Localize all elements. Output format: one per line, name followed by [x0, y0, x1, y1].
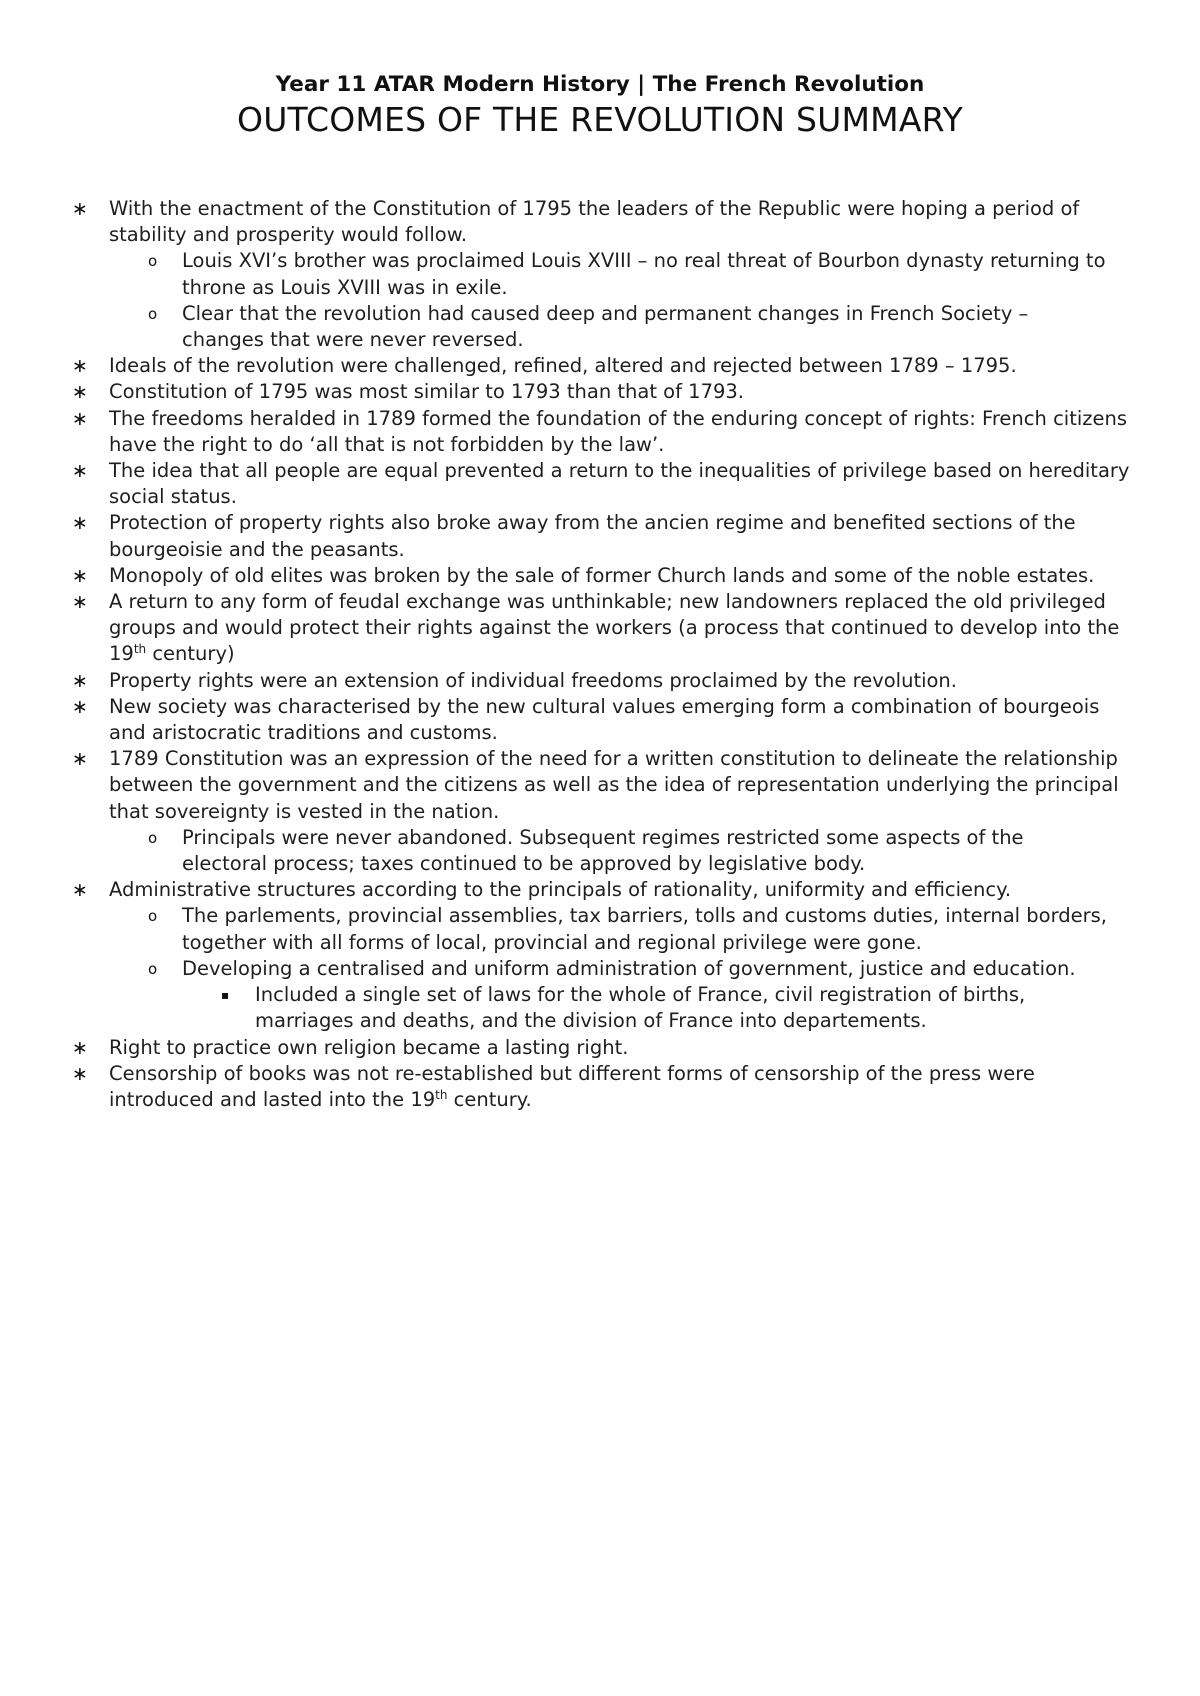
- list-item: [0, 877, 1131, 903]
- list-item-text: The parlements, provincial assemblies, tax barriers, tolls and customs duties, internal borders, together with all forms of local, provincial and regional privilege were gone.: [182, 904, 1107, 954]
- list-item-text: Censorship of books was not re-established but different forms of censorship of the press were introduced and lasted into the 19: [109, 1061, 1035, 1111]
- asterisk-bullet-icon: ∗: [72, 512, 88, 535]
- list-item-text: Right to practice own religion became a lasting right.: [109, 1035, 629, 1059]
- list-item-text: Included a single set of laws for the whole of France, civil registration of births, marriages and deaths, and the division of France into departements.: [255, 983, 1026, 1033]
- circle-o-bullet-icon: o: [148, 959, 158, 978]
- square-bullet-icon: ▪: [221, 988, 230, 1003]
- list-item-text: Administrative structures according to the principals of rationality, uniformity and efficiency.: [109, 878, 1012, 902]
- asterisk-bullet-icon: ∗: [72, 879, 88, 902]
- asterisk-bullet-icon: ∗: [72, 381, 88, 404]
- summary-list: [0, 196, 1200, 1113]
- asterisk-bullet-icon: ∗: [72, 669, 88, 692]
- document-subtitle: Year 11 ATAR Modern History | The French Revolution: [275, 72, 925, 97]
- asterisk-bullet-icon: ∗: [72, 1062, 88, 1085]
- list-item-text-tail: century.: [447, 1087, 532, 1111]
- asterisk-bullet-icon: ∗: [72, 748, 88, 771]
- list-item-text: Ideals of the revolution were challenged, refined, altered and rejected between 1789 – 1795.: [109, 354, 1017, 378]
- ordinal-superscript: th: [435, 1087, 448, 1102]
- list-item: [0, 196, 1131, 248]
- list-item-text: New society was characterised by the new cultural values emerging form a combination of bourgeois and aristocratic traditions and customs.: [109, 694, 1100, 745]
- list-item: [0, 1061, 1131, 1113]
- list-item-text: Property rights were an extension of individual freedoms proclaimed by the revolution.: [109, 668, 957, 692]
- list-item: [0, 903, 1112, 955]
- asterisk-bullet-icon: ∗: [72, 198, 88, 220]
- circle-o-bullet-icon: o: [148, 828, 158, 847]
- list-item-text: Developing a centralised and uniform administration of government, justice and education.: [182, 956, 1076, 980]
- asterisk-bullet-icon: ∗: [72, 355, 88, 378]
- list-item-text: Principals were never abandoned. Subsequent regimes restricted some aspects of the electoral process; taxes continued to be approved by legislative body.: [182, 825, 1024, 876]
- list-item: [0, 825, 1112, 877]
- list-item: [0, 694, 1131, 746]
- list-item: [0, 982, 1115, 1034]
- list-item-text: Louis XVI’s brother was proclaimed Louis XVIII – no real threat of Bourbon dynasty returning to throne as Louis XVIII was in exile.: [182, 249, 1106, 299]
- document-title: OUTCOMES OF THE REVOLUTION SUMMARY: [237, 100, 963, 139]
- list-item: [0, 458, 1131, 510]
- asterisk-bullet-icon: ∗: [72, 591, 88, 614]
- asterisk-bullet-icon: ∗: [72, 407, 88, 430]
- list-item-text: Clear that the revolution had caused deep and permanent changes in French Society – changes that were never reversed.: [182, 301, 1029, 352]
- asterisk-bullet-icon: ∗: [72, 1036, 88, 1059]
- list-item-text: Constitution of 1795 was most similar to 1793 than that of 1793.: [109, 380, 744, 404]
- list-item: [0, 956, 1112, 982]
- circle-o-bullet-icon: o: [148, 304, 158, 323]
- list-item: [0, 510, 1131, 562]
- list-item-text: Protection of property rights also broke away from the ancien regime and benefited sections of the bourgeoisie and the peasants.: [109, 511, 1076, 561]
- list-item-text: With the enactment of the Constitution of 1795 the leaders of the Republic were hoping a period of stability and prosperity would follow.: [109, 197, 1080, 247]
- ordinal-superscript: th: [133, 642, 147, 657]
- list-item-text: 1789 Constitution was an expression of the need for a written constitution to delineate the relationship between the government and the citizens as well as the idea of representation underlying the principal that sovereignty is vested in the nation.: [109, 747, 1119, 823]
- list-item: [0, 1035, 1131, 1061]
- asterisk-bullet-icon: ∗: [72, 564, 88, 587]
- list-item: [0, 746, 1131, 825]
- list-item-text: Monopoly of old elites was broken by the sale of former Church lands and some of the noble estates.: [109, 563, 1095, 587]
- list-item: [0, 589, 1131, 668]
- list-item: [0, 379, 1131, 405]
- circle-o-bullet-icon: o: [148, 252, 158, 271]
- list-item-text: A return to any form of feudal exchange was unthinkable; new landowners replaced the old privileged groups and would protect their rights against the workers (a process that continued to develop into the 19: [109, 590, 1120, 666]
- circle-o-bullet-icon: o: [148, 907, 158, 926]
- list-item: [0, 248, 1112, 300]
- asterisk-bullet-icon: ∗: [72, 460, 88, 483]
- list-item: [0, 406, 1131, 458]
- asterisk-bullet-icon: ∗: [72, 695, 88, 718]
- list-item: [0, 301, 1112, 353]
- list-item: [0, 353, 1131, 379]
- list-item: [0, 563, 1131, 589]
- summary-body: [0, 196, 1200, 1113]
- list-item: [0, 668, 1131, 694]
- list-item-text-tail: century): [146, 642, 235, 666]
- list-item-text: The freedoms heralded in 1789 formed the foundation of the enduring concept of rights: French citizens have the right to do ‘all that is not forbidden by the law’.: [109, 406, 1128, 456]
- list-item-text: The idea that all people are equal prevented a return to the inequalities of privilege based on hereditary social status.: [109, 459, 1130, 509]
